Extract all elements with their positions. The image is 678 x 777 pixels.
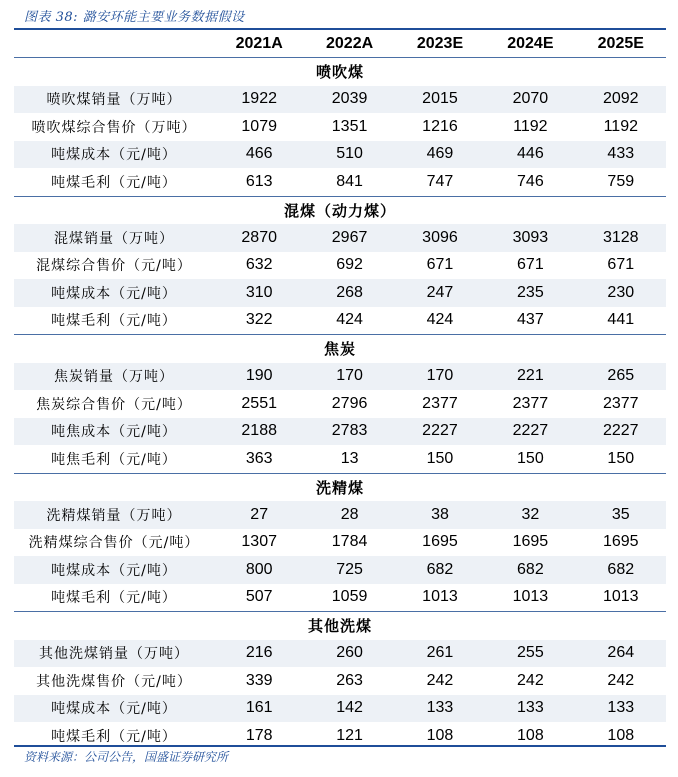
row-label: 其他洗煤售价（元/吨） [36,673,192,690]
value-cell: 2070 [485,86,575,114]
table-row [14,224,666,252]
value-cell: 1079 [241,117,277,135]
value-cell: 446 [485,141,575,169]
section-title: 焦炭 [14,335,666,363]
value-cell: 437 [517,311,544,329]
value-cell: 433 [576,141,666,169]
value-cell: 2227 [395,418,485,446]
row-label: 焦炭销量（万吨） [14,363,214,391]
value-cell: 150 [517,449,544,467]
value-cell: 671 [426,256,454,274]
value-cell: 150 [426,449,454,467]
value-cell: 27 [214,501,304,529]
value-cell: 2870 [214,224,304,252]
year-header-2024E: 2024E [507,34,554,52]
value-cell: 2377 [602,394,639,412]
value-cell: 759 [607,172,635,190]
value-cell: 725 [304,556,394,584]
row-label: 吨煤成本（元/吨） [14,695,214,723]
value-cell: 121 [336,726,363,744]
value-cell: 632 [245,256,273,274]
value-cell: 747 [426,172,454,190]
value-cell: 1351 [331,117,368,135]
row-label: 洗精煤综合售价（元/吨） [28,535,200,552]
value-cell: 235 [485,279,575,307]
row-label: 焦炭综合售价（元/吨） [36,396,192,413]
section-row [14,196,666,224]
value-cell: 1307 [241,533,277,551]
value-cell: 35 [576,501,666,529]
row-label: 吨煤成本（元/吨） [14,141,214,169]
bottom-rule [14,745,666,747]
value-cell: 1922 [214,86,304,114]
value-cell: 264 [576,640,666,668]
value-cell: 800 [214,556,304,584]
table-row [14,584,666,612]
value-cell: 1192 [603,117,638,135]
value-cell: 339 [245,671,273,689]
header-row [14,30,666,58]
value-cell: 1695 [512,533,549,551]
value-cell: 216 [214,640,304,668]
section-row [14,335,666,363]
row-label: 其他洗煤销量（万吨） [14,640,214,668]
table-row [14,252,666,280]
table-row [14,556,666,584]
value-cell: 133 [576,695,666,723]
value-cell: 1216 [422,117,458,135]
table-row [14,279,666,307]
value-cell: 38 [395,501,485,529]
table-row [14,307,666,335]
value-cell: 3096 [395,224,485,252]
value-cell: 510 [304,141,394,169]
source-note: 资料来源：公司公告，国盛证券研究所 [24,750,229,764]
value-cell: 255 [485,640,575,668]
value-cell: 108 [517,726,544,744]
row-label: 吨煤成本（元/吨） [14,279,214,307]
value-cell: 2039 [304,86,394,114]
value-cell: 265 [576,363,666,391]
value-cell: 2377 [422,394,458,412]
value-cell: 1013 [422,588,458,606]
assumption-table [14,30,666,750]
year-header-2021A: 2021A [235,34,283,52]
value-cell: 671 [607,256,635,274]
section-row [14,473,666,501]
value-cell: 32 [485,501,575,529]
value-cell: 441 [607,311,635,329]
table-row [14,695,666,723]
row-label: 混煤销量（万吨） [14,224,214,252]
value-cell: 613 [245,172,273,190]
value-cell: 133 [485,695,575,723]
value-cell: 322 [245,311,273,329]
row-label: 喷吹煤综合售价（万吨） [31,119,197,136]
value-cell: 1192 [513,117,548,135]
value-cell: 3093 [485,224,575,252]
value-cell: 161 [214,695,304,723]
section-title: 洗精煤 [14,473,666,501]
table-row [14,640,666,668]
value-cell: 190 [214,363,304,391]
header-blank-cell [14,30,214,58]
year-header-2022A: 2022A [326,34,374,52]
section-row [14,612,666,640]
value-cell: 3128 [576,224,666,252]
row-label: 吨焦成本（元/吨） [14,418,214,446]
value-cell: 108 [426,726,454,744]
value-cell: 682 [395,556,485,584]
value-cell: 466 [214,141,304,169]
value-cell: 150 [607,449,635,467]
row-label: 吨煤成本（元/吨） [14,556,214,584]
section-title: 混煤（动力煤） [14,196,666,224]
value-cell: 1784 [331,533,368,551]
row-label: 吨煤毛利（元/吨） [51,728,177,745]
row-label: 吨焦毛利（元/吨） [51,451,177,468]
value-cell: 1695 [602,533,639,551]
value-cell: 108 [607,726,635,744]
table-row [14,141,666,169]
value-cell: 170 [395,363,485,391]
value-cell: 2377 [512,394,549,412]
value-cell: 310 [214,279,304,307]
value-cell: 242 [517,671,544,689]
value-cell: 2188 [214,418,304,446]
table-row [14,363,666,391]
year-header-2025E: 2025E [597,34,644,52]
value-cell: 170 [304,363,394,391]
value-cell: 424 [426,311,454,329]
value-cell: 841 [336,172,363,190]
section-title: 其他洗煤 [14,612,666,640]
value-cell: 13 [340,449,359,467]
row-label: 吨煤毛利（元/吨） [51,174,177,191]
value-cell: 682 [576,556,666,584]
value-cell: 363 [245,449,273,467]
value-cell: 133 [395,695,485,723]
value-cell: 247 [395,279,485,307]
table-row [14,418,666,446]
table-row [14,529,666,557]
value-cell: 242 [426,671,454,689]
value-cell: 2551 [241,394,277,412]
value-cell: 2796 [331,394,368,412]
value-cell: 261 [395,640,485,668]
value-cell: 28 [304,501,394,529]
value-cell: 424 [336,311,363,329]
row-label: 吨煤毛利（元/吨） [51,313,177,330]
value-cell: 746 [517,172,544,190]
row-label: 混煤综合售价（元/吨） [36,258,192,275]
table-caption: 图表 38: 潞安环能主要业务数据假设 [24,10,245,25]
section-title: 喷吹煤 [14,58,666,86]
value-cell: 507 [245,588,273,606]
value-cell: 682 [485,556,575,584]
table-row [14,86,666,114]
value-cell: 221 [485,363,575,391]
value-cell: 1013 [512,588,549,606]
value-cell: 671 [517,256,544,274]
value-cell: 268 [304,279,394,307]
value-cell: 1695 [422,533,458,551]
value-cell: 142 [304,695,394,723]
value-cell: 2092 [576,86,666,114]
value-cell: 2227 [576,418,666,446]
table-row [14,168,666,196]
value-cell: 230 [576,279,666,307]
value-cell: 2015 [395,86,485,114]
value-cell: 178 [245,726,273,744]
table-row [14,501,666,529]
value-cell: 692 [336,256,363,274]
section-row [14,58,666,86]
value-cell: 2227 [485,418,575,446]
value-cell: 260 [304,640,394,668]
value-cell: 1013 [602,588,639,606]
value-cell: 2783 [304,418,394,446]
table-row [14,445,666,473]
value-cell: 242 [607,671,635,689]
row-label: 吨煤毛利（元/吨） [51,590,177,607]
row-label: 喷吹煤销量（万吨） [14,86,214,114]
table-row [14,390,666,418]
value-cell: 469 [395,141,485,169]
table-row [14,667,666,695]
value-cell: 2967 [304,224,394,252]
year-header-2023E: 2023E [416,34,464,52]
table-row [14,113,666,141]
row-label: 洗精煤销量（万吨） [14,501,214,529]
value-cell: 1059 [331,588,368,606]
value-cell: 263 [336,671,363,689]
